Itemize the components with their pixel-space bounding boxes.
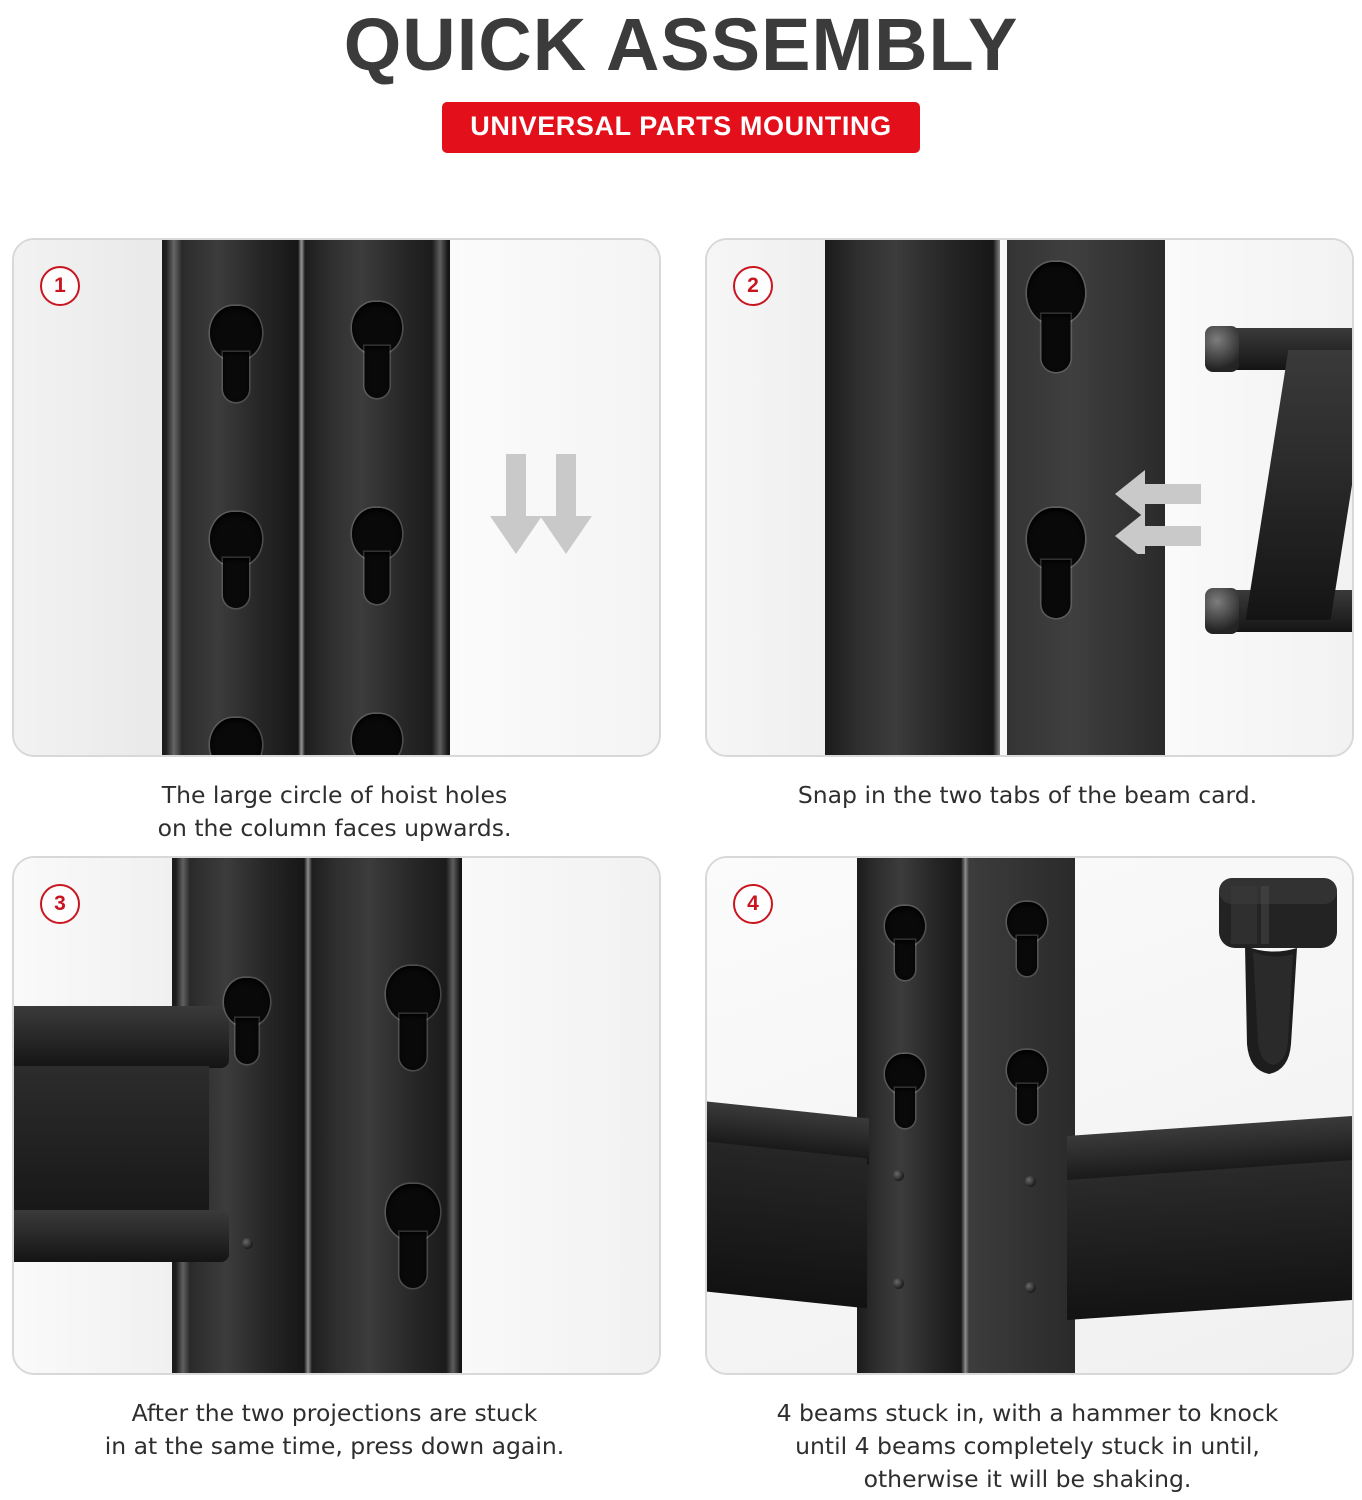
beam-rivet — [893, 1278, 904, 1289]
step-4-image — [705, 856, 1354, 1375]
keyhole-slot — [1027, 262, 1085, 372]
caption-line: on the column faces upwards. — [157, 814, 512, 843]
keyhole-slot — [885, 906, 925, 980]
column-corner-highlight — [961, 858, 969, 1373]
step-2-caption — [705, 779, 1350, 812]
step-1-image — [12, 238, 661, 757]
step-number-badge: 2 — [733, 266, 773, 306]
step-number-badge: 3 — [40, 884, 80, 924]
beam-rivet — [893, 1170, 904, 1181]
step-1-caption — [12, 779, 657, 846]
step-2 — [705, 238, 1350, 846]
beam-tab-upper — [1205, 326, 1239, 372]
keyhole-slot — [352, 302, 402, 398]
keyhole-slot — [352, 508, 402, 604]
caption-line: 4 beams stuck in, with a hammer to knock — [776, 1398, 1279, 1427]
left-arrow-icon — [1115, 458, 1205, 554]
caption-line: After the two projections are stuck — [131, 1398, 538, 1427]
step-3 — [12, 856, 657, 1497]
steps-grid — [12, 238, 1350, 1497]
caption-line: The large circle of hoist holes — [161, 781, 508, 809]
column-gloss-left — [166, 240, 182, 755]
keyhole-slot — [210, 512, 262, 608]
beam-left-web — [707, 1141, 867, 1308]
beam-tab-lower — [1205, 588, 1239, 634]
keyhole-slot — [210, 306, 262, 402]
beam-top-flange — [14, 1006, 229, 1068]
beam-rivet — [1025, 1176, 1036, 1187]
background-left — [14, 240, 164, 755]
column-face — [825, 240, 1000, 755]
page-title: QUICK ASSEMBLY — [343, 3, 1019, 86]
step-number-badge: 4 — [733, 884, 773, 924]
subtitle-container — [0, 102, 1362, 153]
column-gloss-right — [432, 240, 448, 755]
step-2-image — [705, 238, 1354, 757]
keyhole-slot — [885, 1054, 925, 1128]
step-3-image — [12, 856, 661, 1375]
caption-line: in at the same time, press down again. — [104, 1432, 565, 1461]
background-right — [462, 858, 659, 1373]
beam-bottom-flange — [14, 1210, 229, 1262]
keyhole-slot — [210, 718, 262, 757]
column-seam-highlight — [298, 240, 305, 755]
down-arrow-icon — [482, 450, 592, 560]
step-1 — [12, 238, 657, 846]
keyhole-slot — [386, 1184, 440, 1288]
keyhole-slot — [386, 966, 440, 1070]
caption-line: Snap in the two tabs of the beam card. — [797, 781, 1258, 809]
step-4-caption — [705, 1397, 1350, 1497]
keyhole-slot — [352, 714, 402, 757]
keyhole-slot — [224, 978, 270, 1064]
subtitle-badge: UNIVERSAL PARTS MOUNTING — [442, 102, 919, 153]
caption-line: otherwise it will be shaking. — [863, 1465, 1192, 1494]
beam-tab-lower — [242, 1238, 253, 1249]
column-front-right — [307, 858, 462, 1373]
header — [0, 0, 1362, 153]
keyhole-slot — [1007, 902, 1047, 976]
beam-web — [14, 1066, 209, 1226]
keyhole-slot — [1027, 508, 1085, 618]
background-left — [707, 240, 827, 755]
column-seam-highlight — [304, 858, 312, 1373]
column-gloss-right — [446, 858, 460, 1373]
beam-right-web — [1067, 1160, 1352, 1320]
hammer-icon — [1127, 868, 1354, 1128]
caption-line: until 4 beams completely stuck in until, — [795, 1432, 1260, 1461]
keyhole-slot — [1007, 1050, 1047, 1124]
step-4 — [705, 856, 1350, 1497]
step-number-badge: 1 — [40, 266, 80, 306]
beam-rivet — [1025, 1282, 1036, 1293]
step-3-caption — [12, 1397, 657, 1464]
